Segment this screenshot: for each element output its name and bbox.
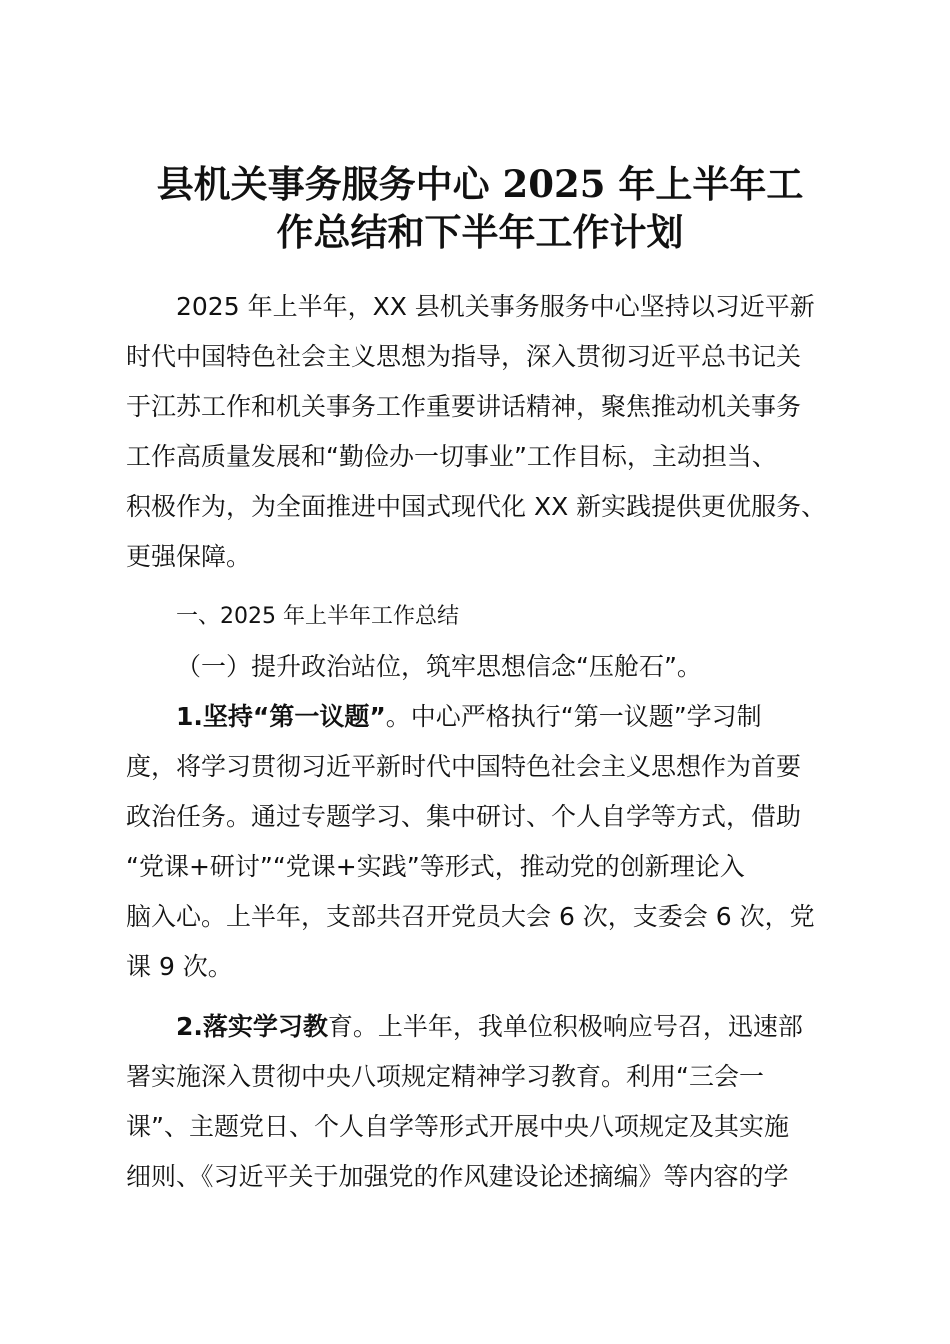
paragraph-line: 工作高质量发展和“勤俭办一切事业”工作目标，主动担当、: [126, 442, 777, 471]
intro-paragraph: [126, 282, 846, 582]
document-body: [126, 282, 846, 1202]
paragraph-line: 2025 年上半年，XX 县机关事务服务中心坚持以习近平新: [176, 292, 815, 321]
paragraph-line: 政治任务。通过专题学习、集中研讨、个人自学等方式，借助: [126, 802, 802, 831]
section-heading: 一、2025 年上半年工作总结: [176, 604, 459, 629]
paragraph-line: 课”、主题党日、个人自学等形式开展中央八项规定及其实施: [126, 1112, 789, 1141]
paragraph-line: [126, 1002, 846, 1052]
paragraph-line: “党课+研讨”“党课+实践”等形式，推动党的创新理论入: [126, 852, 745, 881]
paragraph-line: 课 9 次。: [126, 952, 233, 981]
item-1-first-text: 。中心严格执行“第一议题”学习制: [385, 702, 762, 731]
item-2-first-text: 育。上半年，我单位积极响应号召，迅速部: [327, 1012, 803, 1041]
paragraph-line: 署实施深入贯彻中央八项规定精神学习教育。利用“三会一: [126, 1062, 764, 1091]
title-line-1: 县机关事务服务中心 2025 年上半年工: [156, 162, 804, 206]
item-1-paragraph: [126, 692, 846, 992]
paragraph-line: 于江苏工作和机关事务工作重要讲话精神，聚焦推动机关事务: [126, 392, 802, 421]
title-line-2: 作总结和下半年工作计划: [276, 210, 684, 254]
item-1-title: 1.坚持“第一议题”: [176, 702, 386, 731]
item-2-paragraph: [126, 1002, 846, 1202]
paragraph-line: [126, 692, 846, 742]
paragraph-line: 时代中国特色社会主义思想为指导，深入贯彻习近平总书记关: [126, 342, 802, 371]
paragraph-line: 积极作为，为全面推进中国式现代化 XX 新实践提供更优服务、: [126, 492, 827, 521]
subsection-heading: （一）提升政治站位，筑牢思想信念“压舱石”。: [176, 652, 702, 681]
paragraph-line: 细则、《习近平关于加强党的作风建设论述摘编》等内容的学: [126, 1162, 789, 1191]
paragraph-line: 更强保障。: [126, 542, 252, 571]
paragraph-line: 度，将学习贯彻习近平新时代中国特色社会主义思想作为首要: [126, 752, 802, 781]
document-title: [110, 160, 850, 256]
paragraph-line: 脑入心。上半年，支部共召开党员大会 6 次，支委会 6 次，党: [126, 902, 815, 931]
item-2-title: 2.落实学习教: [176, 1012, 328, 1041]
